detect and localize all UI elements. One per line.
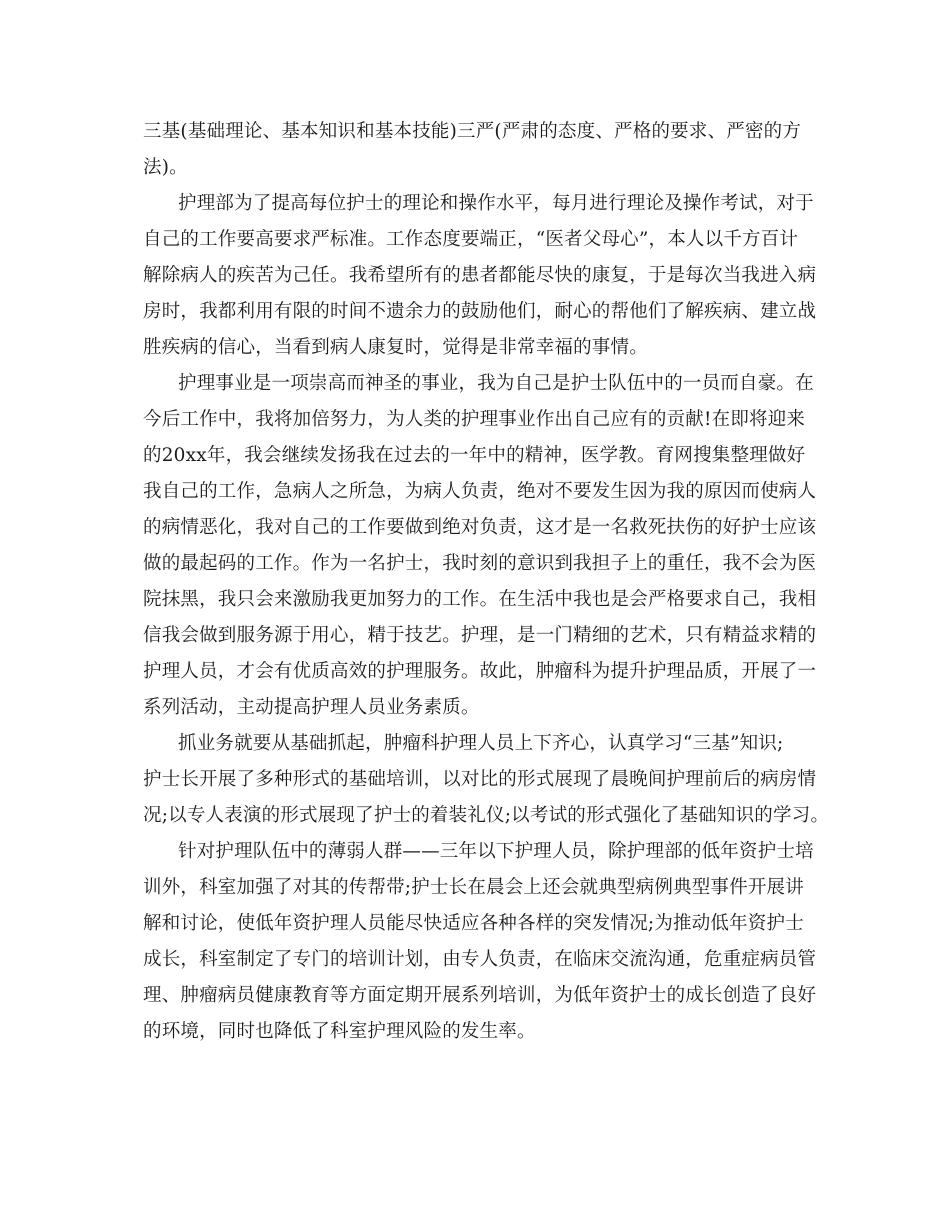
text-line: 理、肿瘤病员健康教育等方面定期开展系列培训，为低年资护士的成长创造了良好 — [143, 985, 817, 1006]
text-line: 护士长开展了多种形式的基础培训，以对比的形式展现了晨晚间护理前后的病房情 — [143, 769, 817, 790]
text-line: 院抹黑，我只会来激励我更加努力的工作。在生活中我也是会严格要求自己，我相 — [143, 589, 817, 610]
text-line: 护理事业是一项崇高而神圣的事业，我为自己是护士队伍中的一员而自豪。在 — [178, 373, 814, 394]
text-line: 自己的工作要高要求严标准。工作态度要端正，“医者父母心”，本人以千方百计 — [143, 229, 799, 250]
text-line: 胜疾病的信心，当看到病人康复时，觉得是非常幸福的事情。 — [143, 337, 648, 358]
text-line: 今后工作中，我将加倍努力，为人类的护理事业作出自己应有的贡献!在即将迎来 — [143, 409, 806, 430]
text-line: 护理部为了提高每位护士的理论和操作水平，每月进行理论及操作考试，对于 — [178, 193, 814, 214]
text-line: 护理人员，才会有优质高效的护理服务。故此，肿瘤科为提升护理品质，开展了一 — [143, 661, 817, 682]
text-line: 三基(基础理论、基本知识和基本技能)三严(严肃的态度、严格的要求、严密的方 — [143, 121, 802, 142]
text-line: 我自己的工作，急病人之所急，为病人负责，绝对不要发生因为我的原因而使病人 — [143, 481, 817, 502]
text-line: 法)。 — [143, 157, 188, 178]
text-line: 的20xx年，我会继续发扬我在过去的一年中的精神，医学教。育网搜集整理做好 — [143, 445, 806, 466]
text-line: 房时，我都利用有限的时间不遗余力的鼓励他们，耐心的帮他们了解疾病、建立战 — [143, 301, 817, 322]
text-line: 解除病人的疾苦为己任。我希望所有的患者都能尽快的康复，于是每次当我进入病 — [143, 265, 817, 286]
text-line: 成长，科室制定了专门的培训计划，由专人负责，在临床交流沟通，危重症病员管 — [143, 949, 817, 970]
text-line: 针对护理队伍中的薄弱人群——三年以下护理人员，除护理部的低年资护士培 — [178, 841, 814, 862]
text-line: 解和讨论，使低年资护理人员能尽快适应各种各样的突发情况;为推动低年资护士 — [143, 913, 804, 934]
text-line: 训外，科室加强了对其的传帮带;护士长在晨会上还会就典型病例典型事件开展讲 — [143, 877, 804, 898]
text-line: 抓业务就要从基础抓起，肿瘤科护理人员上下齐心，认真学习“三基”知识; — [178, 733, 784, 754]
text-line: 况;以专人表演的形式展现了护士的着装礼仪;以考试的形式强化了基础知识的学习。 — [143, 805, 830, 826]
text-line: 做的最起码的工作。作为一名护士，我时刻的意识到我担子上的重任，我不会为医 — [143, 553, 817, 574]
text-line: 的环境，同时也降低了科室护理风险的发生率。 — [143, 1021, 536, 1042]
text-line: 系列活动，主动提高护理人员业务素质。 — [143, 697, 480, 718]
text-line: 的病情恶化，我对自己的工作要做到绝对负责，这才是一名救死扶伤的好护士应该 — [143, 517, 817, 538]
text-line: 信我会做到服务源于用心，精于技艺。护理，是一门精细的艺术，只有精益求精的 — [143, 625, 817, 646]
